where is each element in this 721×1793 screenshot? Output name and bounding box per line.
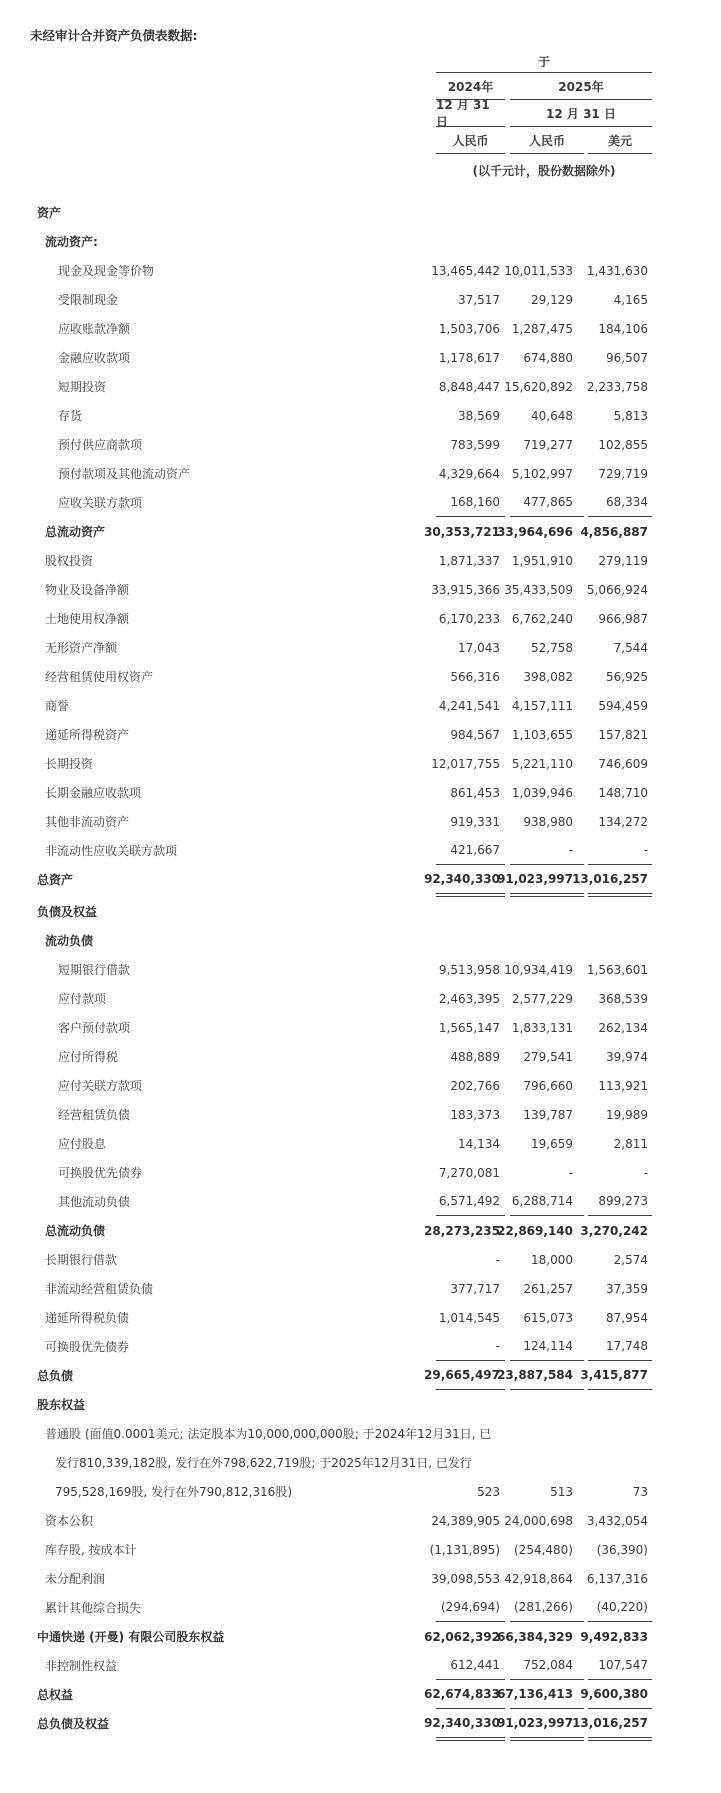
year-2025-label: 2025年 — [510, 73, 652, 100]
table-row — [0, 1535, 721, 1564]
value-2025-usd: 2,233,758 — [586, 379, 648, 394]
year-2024-label: 2024年 — [436, 73, 505, 100]
value-2025-usd: 3,415,877 — [588, 1361, 652, 1390]
value-2024-rmb: 1,871,337 — [438, 553, 500, 568]
value-2025-rmb: 752,084 — [510, 1651, 584, 1680]
row-label: 应付股息 — [58, 1137, 107, 1151]
value-2025-usd: 279,119 — [598, 553, 648, 568]
value-2025-rmb: 91,023,997 — [510, 1709, 584, 1738]
table-row — [0, 865, 721, 894]
row-label: 其他流动负债 — [58, 1195, 131, 1209]
row-label: 发行810,339,182股, 发行在外798,622,719股; 于2025年12月31日, 已发行 — [55, 1456, 472, 1470]
value-2025-rmb: 22,869,140 — [497, 1223, 573, 1238]
value-2025-rmb: 10,011,533 — [504, 263, 573, 278]
value-2025-usd: 102,855 — [598, 437, 648, 452]
row-label: 土地使用权净额 — [45, 612, 130, 626]
value-2024-rmb: 92,340,330 — [436, 1709, 505, 1738]
value-2025-rmb: 1,103,655 — [511, 727, 573, 742]
row-label: 总流动资产 — [45, 525, 106, 539]
row-label: 应付关联方款项 — [58, 1079, 143, 1093]
value-2025-rmb: - — [568, 1165, 573, 1180]
value-2025-usd: 9,492,833 — [580, 1629, 648, 1644]
table-row — [0, 459, 721, 488]
table-row — [0, 1129, 721, 1158]
row-label: 负债及权益 — [37, 905, 98, 919]
value-2024-rmb: 28,273,235 — [424, 1223, 500, 1238]
value-2024-rmb: 566,316 — [450, 669, 500, 684]
table-row — [0, 430, 721, 459]
value-2024-rmb — [436, 897, 505, 926]
value-2024-rmb: 62,062,392 — [424, 1629, 500, 1644]
value-2025-rmb: 5,221,110 — [511, 756, 573, 771]
row-label: 其他非流动资产 — [45, 815, 130, 829]
value-2024-rmb: 377,717 — [450, 1281, 500, 1296]
page-title: 未经审计合并资产负债表数据: — [30, 28, 198, 43]
value-2024-rmb: 1,503,706 — [438, 321, 500, 336]
row-label: 物业及设备净额 — [45, 583, 130, 597]
rule-spacer — [0, 1738, 436, 1741]
value-2024-rmb: 6,571,492 — [436, 1187, 505, 1216]
value-2025-usd: (36,390) — [596, 1542, 648, 1557]
value-2025-rmb: 15,620,892 — [504, 379, 573, 394]
row-label: 经营租赁使用权资产 — [45, 670, 154, 684]
table-row — [0, 285, 721, 314]
value-2025-rmb: 35,433,509 — [504, 582, 573, 597]
value-2025-usd: 729,719 — [598, 466, 648, 481]
date-2024-label: 12 月 31 日 — [436, 100, 505, 127]
value-2024-rmb: (1,131,895) — [429, 1542, 500, 1557]
value-2024-rmb: 92,340,330 — [436, 865, 505, 894]
value-2024-rmb: 523 — [477, 1484, 500, 1499]
table-row — [0, 256, 721, 285]
value-2025-rmb: 279,541 — [523, 1049, 573, 1064]
table-row — [0, 1390, 721, 1419]
value-2025-rmb: 10,934,419 — [504, 962, 573, 977]
value-2024-rmb-rule — [436, 1738, 505, 1741]
table-row — [0, 897, 721, 926]
table-row — [0, 1216, 721, 1245]
table-row — [0, 1071, 721, 1100]
row-label: 预付供应商款项 — [58, 438, 143, 452]
value-2025-rmb: 67,136,413 — [510, 1680, 584, 1709]
value-2024-rmb: 861,453 — [450, 785, 500, 800]
value-2025-rmb — [510, 1448, 584, 1477]
table-row — [0, 401, 721, 430]
value-2024-rmb: - — [495, 1252, 500, 1267]
value-2025-rmb: 4,157,111 — [511, 698, 573, 713]
row-label: 商誉 — [45, 699, 70, 713]
row-label: 预付款项及其他流动资产 — [58, 467, 191, 481]
value-2025-rmb: 513 — [550, 1484, 573, 1499]
currency-usd-label: 美元 — [588, 127, 652, 154]
table-row — [0, 1303, 721, 1332]
row-label: 资产 — [37, 206, 62, 220]
value-2024-rmb: 984,567 — [450, 727, 500, 742]
value-2025-rmb-rule — [510, 1738, 584, 1741]
table-row — [0, 926, 721, 955]
value-2025-usd: 4,856,887 — [580, 524, 648, 539]
value-2024-rmb — [436, 198, 505, 227]
value-2025-rmb: 42,918,864 — [504, 1571, 573, 1586]
value-2025-rmb: 91,023,997 — [510, 865, 584, 894]
table-row — [0, 517, 721, 546]
value-2025-usd — [588, 1448, 652, 1477]
value-2025-usd — [588, 1419, 652, 1448]
value-2024-rmb: 8,848,447 — [438, 379, 500, 394]
table-row — [0, 1564, 721, 1593]
table-row — [0, 836, 721, 865]
value-2025-rmb — [510, 897, 584, 926]
row-label: 流动资产: — [45, 235, 98, 249]
value-2025-usd: 3,270,242 — [580, 1223, 648, 1238]
table-row — [0, 691, 721, 720]
row-label: 可换股优先债券 — [58, 1166, 143, 1180]
table-body — [0, 198, 721, 1761]
table-row — [0, 1245, 721, 1274]
double-rule — [0, 1738, 721, 1741]
date-header-row — [436, 100, 652, 127]
table-row — [0, 1506, 721, 1535]
value-2024-rmb: 29,665,497 — [436, 1361, 505, 1390]
table-row — [0, 778, 721, 807]
value-2024-rmb: 488,889 — [450, 1049, 500, 1064]
value-2024-rmb — [436, 1390, 505, 1419]
value-2025-rmb: 1,951,910 — [511, 553, 573, 568]
table-row — [0, 1651, 721, 1680]
value-2025-rmb: 1,287,475 — [511, 321, 573, 336]
value-2024-rmb: 38,569 — [458, 408, 500, 423]
value-2025-usd: 5,066,924 — [586, 582, 648, 597]
value-2025-usd: 13,016,257 — [588, 865, 652, 894]
date-2025-label: 12 月 31 日 — [510, 100, 652, 127]
row-label: 总资产 — [37, 873, 74, 887]
table-row — [0, 1274, 721, 1303]
value-2025-usd: 1,563,601 — [586, 962, 648, 977]
value-2024-rmb: 783,599 — [450, 437, 500, 452]
row-label: 股权投资 — [45, 554, 94, 568]
value-2025-usd: 4,165 — [613, 292, 648, 307]
value-2024-rmb: 1,565,147 — [438, 1020, 500, 1035]
row-label: 无形资产净额 — [45, 641, 118, 655]
value-2025-usd: 73 — [632, 1484, 648, 1499]
table-row — [0, 604, 721, 633]
value-2024-rmb: 14,134 — [458, 1136, 500, 1151]
row-label: 总负债及权益 — [37, 1717, 110, 1731]
value-2025-rmb — [510, 1390, 584, 1419]
table-row — [0, 1042, 721, 1071]
value-2024-rmb: 13,465,442 — [431, 263, 500, 278]
value-2024-rmb: 62,674,833 — [436, 1680, 505, 1709]
value-2025-usd: 107,547 — [588, 1651, 652, 1680]
row-label: 受限制现金 — [58, 293, 119, 307]
table-row — [0, 1013, 721, 1042]
value-2025-usd: 148,710 — [598, 785, 648, 800]
value-2025-rmb: 5,102,997 — [511, 466, 573, 481]
value-2025-usd — [588, 198, 652, 227]
value-2025-rmb — [510, 227, 584, 256]
value-2025-rmb: 40,648 — [531, 408, 573, 423]
value-2025-rmb: 23,887,584 — [510, 1361, 584, 1390]
value-2025-rmb: 1,039,946 — [511, 785, 573, 800]
row-label: 非控制性权益 — [45, 1659, 118, 1673]
value-2025-usd — [588, 926, 652, 955]
table-row — [0, 314, 721, 343]
value-2025-rmb: 29,129 — [531, 292, 573, 307]
table-row — [0, 807, 721, 836]
value-2025-usd: 184,106 — [598, 321, 648, 336]
value-2024-rmb: 7,270,081 — [438, 1165, 500, 1180]
table-row — [0, 546, 721, 575]
value-2025-rmb: 33,964,696 — [497, 524, 573, 539]
row-label: 中通快递 (开曼) 有限公司股东权益 — [37, 1630, 225, 1644]
row-label: 长期金融应收款项 — [45, 786, 142, 800]
table-row — [0, 1680, 721, 1709]
value-2024-rmb: 183,373 — [450, 1107, 500, 1122]
row-label: 非流动经营租赁负债 — [45, 1282, 154, 1296]
value-2025-usd: 87,954 — [606, 1310, 648, 1325]
value-2025-usd — [588, 897, 652, 926]
value-2025-usd: 39,974 — [606, 1049, 648, 1064]
value-2024-rmb: 30,353,721 — [424, 524, 500, 539]
currency-rmb-2025-label: 人民币 — [510, 127, 584, 154]
table-row — [0, 343, 721, 372]
row-label: 累计其他综合损失 — [45, 1601, 142, 1615]
value-2024-rmb: 4,241,541 — [438, 698, 500, 713]
table-row — [0, 1477, 721, 1506]
value-2025-rmb: 615,073 — [523, 1310, 573, 1325]
row-label: 应付款项 — [58, 992, 107, 1006]
value-2025-usd: 6,137,316 — [586, 1571, 648, 1586]
value-2024-rmb — [436, 1419, 505, 1448]
row-label: 短期投资 — [58, 380, 107, 394]
value-2025-usd: 899,273 — [588, 1187, 652, 1216]
value-2025-rmb: 18,000 — [531, 1252, 573, 1267]
value-2025-rmb: 6,762,240 — [511, 611, 573, 626]
value-2024-rmb: 612,441 — [436, 1651, 505, 1680]
value-2025-rmb: 261,257 — [523, 1281, 573, 1296]
value-2025-rmb: 1,833,131 — [511, 1020, 573, 1035]
row-label: 可换股优先债券 — [45, 1340, 130, 1354]
table-row — [0, 720, 721, 749]
value-2025-rmb: (281,266) — [510, 1593, 584, 1622]
value-2025-usd-rule — [588, 1738, 652, 1741]
value-2025-rmb: 719,277 — [523, 437, 573, 452]
row-label: 总权益 — [37, 1688, 74, 1702]
row-label: 应付所得税 — [58, 1050, 119, 1064]
value-2025-usd: (40,220) — [588, 1593, 652, 1622]
value-2024-rmb: 39,098,553 — [431, 1571, 500, 1586]
value-2025-rmb: 2,577,229 — [511, 991, 573, 1006]
value-2025-rmb — [510, 1419, 584, 1448]
value-2024-rmb: 202,766 — [450, 1078, 500, 1093]
value-2024-rmb: 17,043 — [458, 640, 500, 655]
row-label: 存货 — [58, 409, 83, 423]
value-2025-usd: 13,016,257 — [588, 1709, 652, 1738]
value-2024-rmb: 33,915,366 — [431, 582, 500, 597]
value-2024-rmb: 37,517 — [458, 292, 500, 307]
value-2025-usd — [588, 227, 652, 256]
value-2025-usd: 9,600,380 — [588, 1680, 652, 1709]
value-2024-rmb: 4,329,664 — [438, 466, 500, 481]
row-label: 客户预付款项 — [58, 1021, 131, 1035]
currency-rmb-2024-label: 人民币 — [436, 127, 505, 154]
column-header-group — [436, 54, 652, 184]
value-2025-usd: 2,811 — [613, 1136, 648, 1151]
table-row — [0, 749, 721, 778]
row-label: 股东权益 — [37, 1398, 86, 1412]
row-label: 经营租赁负债 — [58, 1108, 131, 1122]
value-2025-usd: 5,813 — [613, 408, 648, 423]
row-label: 库存股, 按成本计 — [45, 1543, 137, 1557]
row-label: 总流动负债 — [45, 1224, 106, 1238]
value-2025-usd: 3,432,054 — [586, 1513, 648, 1528]
table-row — [0, 1187, 721, 1216]
row-label: 未分配利润 — [45, 1572, 106, 1586]
value-2025-rmb: 938,980 — [523, 814, 573, 829]
value-2025-usd: 966,987 — [598, 611, 648, 626]
value-2025-usd: 2,574 — [613, 1252, 648, 1267]
value-2024-rmb: 6,170,233 — [438, 611, 500, 626]
table-row — [0, 984, 721, 1013]
table-row — [0, 1158, 721, 1187]
value-2025-rmb: 66,384,329 — [497, 1629, 573, 1644]
row-label: 短期银行借款 — [58, 963, 131, 977]
value-2025-usd: 134,272 — [598, 814, 648, 829]
row-label: 递延所得税负债 — [45, 1311, 130, 1325]
table-row — [0, 372, 721, 401]
table-row — [0, 662, 721, 691]
currency-header-row — [436, 127, 652, 154]
value-2024-rmb: 1,014,545 — [438, 1310, 500, 1325]
table-row — [0, 198, 721, 227]
row-label: 795,528,169股, 发行在外790,812,316股) — [55, 1485, 292, 1499]
value-2025-usd: 96,507 — [606, 350, 648, 365]
value-2024-rmb: 2,463,395 — [438, 991, 500, 1006]
value-2025-rmb: 24,000,698 — [504, 1513, 573, 1528]
table-row — [0, 955, 721, 984]
value-2025-usd: 594,459 — [598, 698, 648, 713]
value-2025-rmb — [510, 198, 584, 227]
value-2024-rmb: 421,667 — [436, 836, 505, 865]
value-2025-usd: - — [643, 1165, 648, 1180]
table-row — [0, 633, 721, 662]
value-2025-usd: 7,544 — [613, 640, 648, 655]
value-2025-usd: 746,609 — [598, 756, 648, 771]
value-2024-rmb: 9,513,958 — [438, 962, 500, 977]
row-label: 应收账款净额 — [58, 322, 131, 336]
value-2025-usd: 113,921 — [598, 1078, 648, 1093]
row-label: 资本公积 — [45, 1514, 94, 1528]
value-2024-rmb: 24,389,905 — [431, 1513, 500, 1528]
value-2025-rmb: 19,659 — [531, 1136, 573, 1151]
value-2025-usd: 368,539 — [598, 991, 648, 1006]
table-row — [0, 1622, 721, 1651]
value-2025-rmb: 796,660 — [523, 1078, 573, 1093]
row-label: 金融应收款项 — [58, 351, 131, 365]
value-2025-usd: 157,821 — [598, 727, 648, 742]
value-2024-rmb: - — [436, 1332, 505, 1361]
as-of-label: 于 — [436, 54, 652, 73]
value-2025-rmb: (254,480) — [514, 1542, 573, 1557]
units-note: (以千元计，股份数据除外) — [472, 164, 616, 178]
row-label: 递延所得税资产 — [45, 728, 130, 742]
value-2025-rmb: 477,865 — [510, 488, 584, 517]
table-row — [0, 1419, 721, 1448]
row-label: 应收关联方款项 — [58, 496, 143, 510]
row-label: 长期投资 — [45, 757, 94, 771]
table-row — [0, 1361, 721, 1390]
value-2024-rmb — [436, 926, 505, 955]
value-2024-rmb: 12,017,755 — [431, 756, 500, 771]
table-row — [0, 227, 721, 256]
value-2025-rmb: 398,082 — [523, 669, 573, 684]
value-2024-rmb: 1,178,617 — [438, 350, 500, 365]
value-2025-usd: 17,748 — [588, 1332, 652, 1361]
table-row — [0, 1448, 721, 1477]
value-2025-rmb — [510, 926, 584, 955]
value-2025-usd — [588, 1390, 652, 1419]
value-2024-rmb: 919,331 — [450, 814, 500, 829]
row-label: 流动负债 — [45, 934, 94, 948]
table-row — [0, 1709, 721, 1738]
value-2025-rmb: 139,787 — [523, 1107, 573, 1122]
value-2025-usd: - — [588, 836, 652, 865]
value-2025-usd: 262,134 — [598, 1020, 648, 1035]
row-label: 总负债 — [37, 1369, 74, 1383]
value-2025-usd: 68,334 — [588, 488, 652, 517]
value-2025-usd: 1,431,630 — [586, 263, 648, 278]
value-2025-rmb: 674,880 — [523, 350, 573, 365]
value-2025-usd: 37,359 — [606, 1281, 648, 1296]
value-2025-rmb: - — [510, 836, 584, 865]
row-label: 普通股 (面值0.0001美元; 法定股本为10,000,000,000股; 于2024年12月31日, 已 — [45, 1427, 492, 1441]
table-row — [0, 575, 721, 604]
value-2024-rmb — [436, 227, 505, 256]
row-label: 现金及现金等价物 — [58, 264, 155, 278]
value-2025-rmb: 52,758 — [531, 640, 573, 655]
value-2024-rmb: (294,694) — [436, 1593, 505, 1622]
value-2025-usd: 19,989 — [606, 1107, 648, 1122]
table-row — [0, 488, 721, 517]
value-2025-rmb: 6,288,714 — [510, 1187, 584, 1216]
value-2025-usd: 56,925 — [606, 669, 648, 684]
table-row — [0, 1593, 721, 1622]
value-2024-rmb — [436, 1448, 505, 1477]
value-2025-rmb: 124,114 — [510, 1332, 584, 1361]
row-label: 非流动性应收关联方款项 — [45, 844, 178, 858]
row-label: 长期银行借款 — [45, 1253, 118, 1267]
value-2024-rmb: 168,160 — [436, 488, 505, 517]
table-row — [0, 1100, 721, 1129]
table-row — [0, 1332, 721, 1361]
